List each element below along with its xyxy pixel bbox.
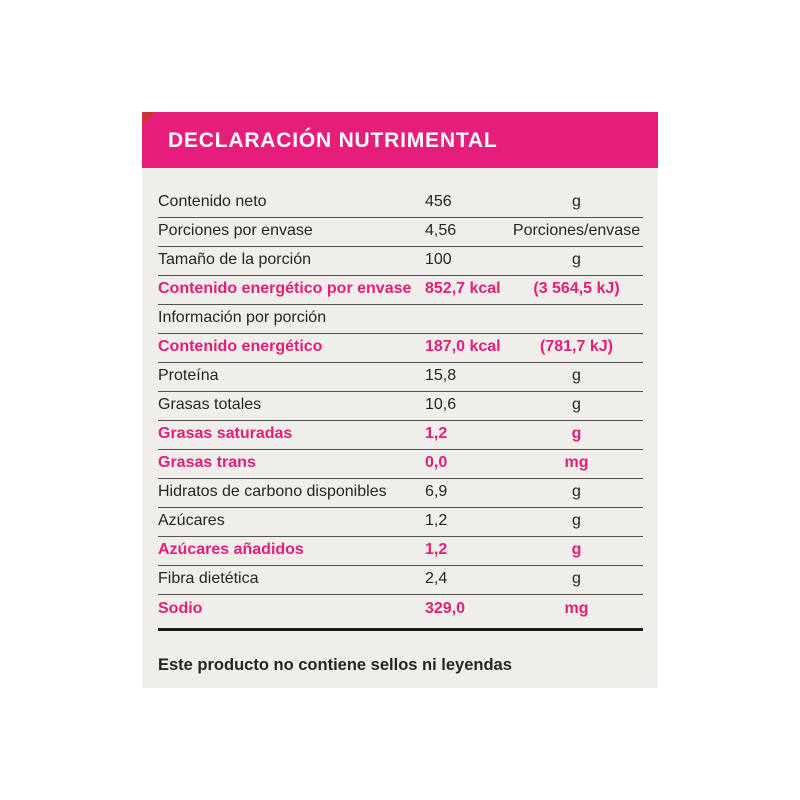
table-row [158, 421, 643, 450]
table-row [158, 479, 643, 508]
row-unit: (3 564,5 kJ) [533, 280, 620, 297]
card-body [142, 168, 658, 688]
row-label: Grasas totales [158, 396, 262, 413]
table-row [158, 450, 643, 479]
row-value: 329,0 [425, 600, 466, 617]
table-row [158, 247, 643, 276]
row-unit: g [572, 483, 581, 500]
table-row [158, 363, 643, 392]
row-unit: g [572, 193, 581, 210]
page-title: DECLARACIÓN NUTRIMENTAL [168, 129, 498, 152]
row-label: Sodio [158, 600, 203, 617]
table-row [158, 276, 643, 305]
no-seals-note: Este producto no contiene sellos ni leyendas [158, 656, 512, 674]
row-value: 0,0 [425, 454, 448, 471]
row-label: Grasas saturadas [158, 425, 293, 442]
row-value: 15,8 [425, 367, 457, 384]
row-label: Tamaño de la porción [158, 251, 311, 268]
row-unit: g [572, 512, 581, 529]
row-label: Información por porción [158, 309, 327, 326]
row-unit: mg [564, 600, 589, 617]
row-unit: g [572, 570, 581, 587]
table-row [158, 218, 643, 247]
corner-fold-decoration [142, 112, 155, 125]
row-value: 100 [425, 251, 452, 268]
row-label: Azúcares [158, 512, 225, 529]
row-unit: (781,7 kJ) [540, 338, 613, 355]
row-label: Contenido neto [158, 193, 267, 210]
row-label: Azúcares añadidos [158, 541, 304, 558]
row-value: 2,4 [425, 570, 448, 587]
row-value: 1,2 [425, 512, 448, 529]
row-unit: g [572, 251, 581, 268]
row-unit: g [572, 396, 581, 413]
row-value: 1,2 [425, 541, 448, 558]
row-value: 6,9 [425, 483, 448, 500]
table-row [158, 537, 643, 566]
row-unit: mg [564, 454, 589, 471]
table-row [158, 305, 643, 334]
nutrition-label-card [142, 112, 658, 688]
table-row [158, 189, 643, 218]
row-unit: g [571, 541, 582, 558]
nutrition-table [158, 189, 643, 631]
row-unit: Porciones/envase [512, 222, 641, 239]
row-unit: g [572, 367, 581, 384]
row-value: 456 [425, 193, 452, 210]
table-row [158, 334, 643, 363]
row-label: Fibra dietética [158, 570, 259, 587]
row-value: 1,2 [425, 425, 448, 442]
table-row [158, 595, 643, 631]
row-unit: g [571, 425, 582, 442]
row-label: Contenido energético [158, 338, 323, 355]
table-row [158, 508, 643, 537]
row-value: 852,7 kcal [425, 280, 501, 297]
card-header [142, 112, 658, 168]
row-label: Grasas trans [158, 454, 256, 471]
row-value: 187,0 kcal [425, 338, 501, 355]
row-label: Porciones por envase [158, 222, 313, 239]
row-value: 4,56 [425, 222, 457, 239]
table-row [158, 566, 643, 595]
row-label: Hidratos de carbono disponibles [158, 483, 387, 500]
table-row [158, 392, 643, 421]
row-label: Contenido energético por envase [158, 280, 412, 297]
row-value: 10,6 [425, 396, 457, 413]
row-label: Proteína [158, 367, 219, 384]
